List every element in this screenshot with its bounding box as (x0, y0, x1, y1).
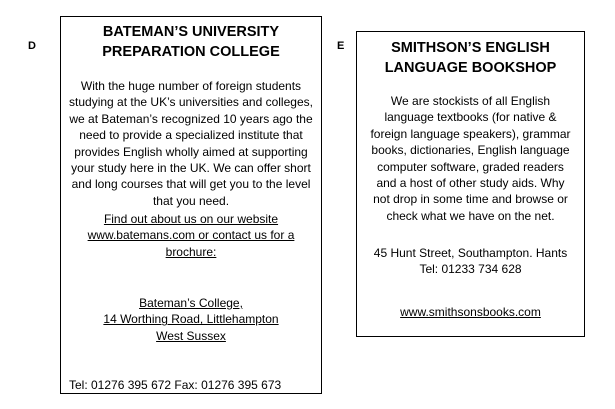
address-line: 45 Hunt Street, Southampton. Hants (373, 246, 568, 260)
batemans-description (61, 78, 321, 209)
body-line: With the huge number of foreign students (80, 79, 302, 93)
body-line: we at Bateman’s recognized 10 years ago the (69, 111, 313, 126)
address-line: Bateman’s College, (139, 296, 243, 310)
address-line: West Sussex (156, 328, 226, 343)
link-line[interactable]: www.batemans.com or contact us for a (87, 228, 295, 243)
batemans-website-link[interactable] (61, 211, 321, 260)
smithsons-address (357, 245, 584, 278)
body-line: books, dictionaries, English language (371, 143, 570, 158)
smithsons-description (357, 93, 584, 224)
body-line: studying at the UK’s universities and colleges, (69, 95, 313, 110)
address-line: 14 Worthing Road, Littlehampton (103, 312, 279, 327)
body-line: and a host of other study aids. Why (376, 176, 565, 191)
body-line: language textbooks (for native & (384, 110, 557, 125)
batemans-phone-fax: Tel: 01276 395 672 Fax: 01276 395 673 (69, 378, 282, 392)
body-line: provides English wholly aimed at supporting (74, 144, 308, 159)
body-line: computer software, graded readers (377, 159, 564, 174)
batemans-address (61, 295, 321, 344)
body-line: need to provide a specialized institute that (79, 128, 303, 143)
body-line: and long courses that will get you to the level (71, 177, 311, 192)
batemans-title (61, 23, 321, 62)
title-line: SMITHSON’S ENGLISH (391, 40, 550, 56)
smithsons-advert (356, 31, 585, 337)
smithsons-website-link[interactable]: www.smithsonsbooks.com (400, 305, 541, 319)
link-line[interactable]: brochure: (165, 244, 217, 259)
body-line: We are stockists of all English (390, 94, 551, 108)
body-line: that you need. (152, 193, 230, 208)
address-line: Tel: 01233 734 628 (419, 262, 522, 277)
body-line: your study here in the UK. We can offer short (71, 161, 311, 176)
body-line: foreign language speakers), grammar (370, 126, 571, 141)
smithsons-title (357, 39, 584, 78)
advert-letter-d: D (28, 40, 36, 52)
body-line: check what we have on the net. (386, 208, 555, 223)
body-line: not drop in some time and browse or (373, 192, 568, 207)
advert-letter-e: E (337, 40, 345, 52)
batemans-advert (60, 16, 322, 394)
link-line[interactable]: Find out about us on our website (103, 212, 279, 226)
title-line: LANGUAGE BOOKSHOP (384, 59, 557, 76)
title-line: BATEMAN’S UNIVERSITY (102, 24, 280, 40)
title-line: PREPARATION COLLEGE (102, 43, 280, 60)
